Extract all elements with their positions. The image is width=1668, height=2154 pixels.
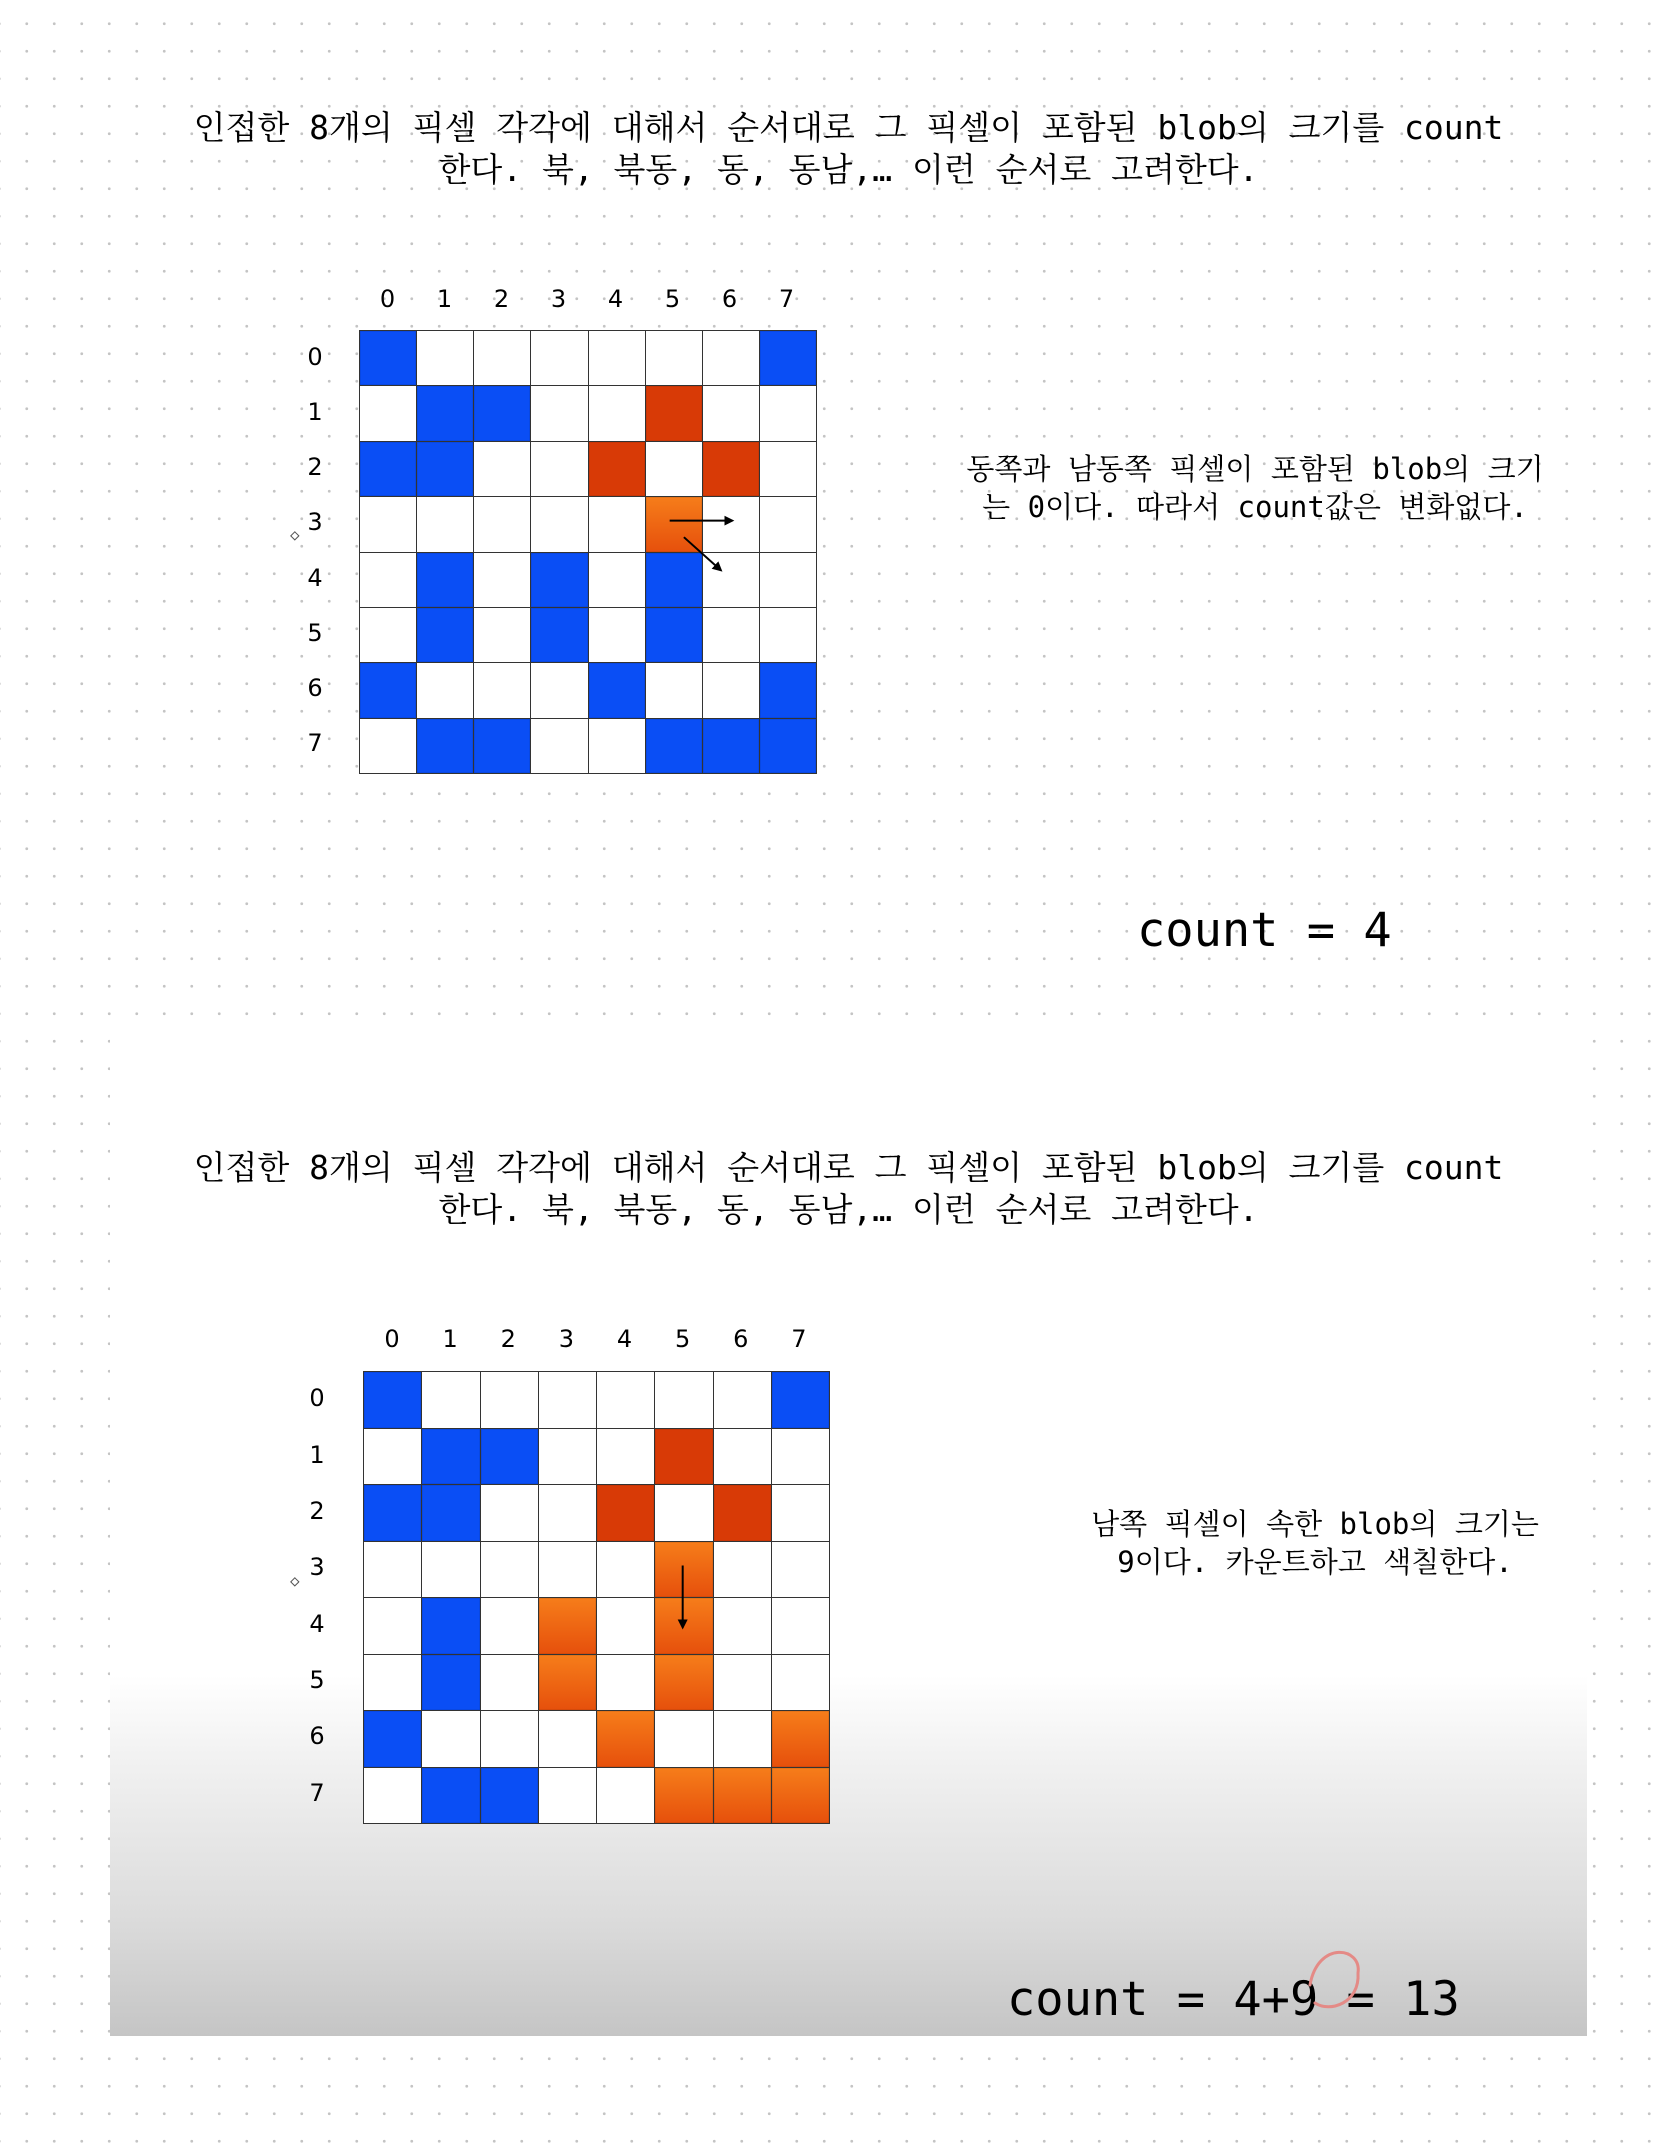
grid-cell-r5-c4: [589, 608, 645, 662]
grid-cell-r0-c0: [364, 1372, 421, 1428]
grid-cell-r0-c5: [646, 331, 702, 385]
grid-cell-r3-c3: [531, 497, 587, 551]
grid-cell-r4-c1: [417, 553, 473, 607]
grid-cell-r5-c1: [422, 1655, 479, 1711]
grid-cell-r1-c1: [422, 1429, 479, 1485]
grid-cell-r1-c7: [760, 386, 816, 440]
grid-cell-r7-c1: [422, 1768, 479, 1824]
grid-cell-r4-c7: [760, 553, 816, 607]
grid-cell-r7-c6: [703, 719, 759, 773]
grid-cell-r7-c0: [364, 1768, 421, 1824]
grid-cell-r4-c0: [360, 553, 416, 607]
grid-cell-r1-c5: [646, 386, 702, 440]
grid-cell-r4-c1: [422, 1598, 479, 1654]
grid-cell-r5-c6: [703, 608, 759, 662]
grid-cell-r4-c4: [597, 1598, 654, 1654]
grid-cell-r6-c0: [364, 1711, 421, 1767]
grid-cell-r6-c4: [589, 663, 645, 717]
grid-cell-r7-c5: [646, 719, 702, 773]
column-label: 3: [558, 1325, 575, 1353]
grid-cell-r1-c2: [481, 1429, 538, 1485]
row-label: 3: [309, 1553, 325, 1582]
grid-cell-r5-c3: [531, 608, 587, 662]
grid-cell-r3-c6: [714, 1542, 771, 1598]
grid-cell-r3-c4: [589, 497, 645, 551]
grid-cell-r1-c6: [703, 386, 759, 440]
grid-cell-r0-c5: [655, 1372, 712, 1428]
grid-cell-r2-c7: [760, 442, 816, 496]
grid-cell-r0-c7: [760, 331, 816, 385]
column-label: 5: [675, 1325, 691, 1353]
grid-cell-r0-c3: [531, 331, 587, 385]
pixel-grid: [359, 330, 817, 774]
grid-cell-r1-c6: [714, 1429, 771, 1485]
grid-cell-r2-c4: [589, 442, 645, 496]
grid-cell-r1-c4: [589, 386, 645, 440]
column-label: 7: [778, 285, 795, 313]
row-label: 0: [307, 342, 323, 371]
grid-cell-r2-c2: [481, 1485, 538, 1541]
grid-cell-r7-c1: [417, 719, 473, 773]
row-label: 2: [309, 1496, 325, 1525]
grid-cell-r6-c2: [481, 1711, 538, 1767]
grid-cell-r0-c2: [474, 331, 530, 385]
explanation-note: 동쪽과 남동쪽 픽셀이 포함된 blob의 크기 는 0이다. 따라서 count값은 변화없다.: [966, 452, 1544, 524]
grid-cell-r2-c0: [364, 1485, 421, 1541]
grid-cell-r3-c7: [772, 1542, 829, 1598]
column-label: 0: [384, 1325, 400, 1353]
slide-1: [110, 0, 1587, 1010]
grid-cell-r4-c0: [364, 1598, 421, 1654]
grid-cell-r7-c5: [655, 1768, 712, 1824]
grid-cell-r7-c7: [760, 719, 816, 773]
grid-cell-r1-c1: [417, 386, 473, 440]
grid-cell-r1-c0: [360, 386, 416, 440]
grid-cell-r7-c3: [539, 1768, 596, 1824]
grid-cell-r7-c4: [589, 719, 645, 773]
row-label: 5: [307, 618, 323, 647]
grid-cell-r7-c3: [531, 719, 587, 773]
grid-cell-r0-c1: [422, 1372, 479, 1428]
grid-cell-r6-c1: [422, 1711, 479, 1767]
grid-cell-r5-c0: [364, 1655, 421, 1711]
grid-cell-r5-c4: [597, 1655, 654, 1711]
grid-cell-r6-c5: [655, 1711, 712, 1767]
grid-cell-r6-c0: [360, 663, 416, 717]
column-label: 6: [721, 285, 738, 313]
column-label: 6: [733, 1325, 749, 1353]
column-label: 3: [550, 285, 567, 313]
column-label: 5: [664, 285, 681, 313]
grid-cell-r7-c2: [481, 1768, 538, 1824]
grid-cell-r4-c3: [539, 1598, 596, 1654]
grid-cell-r3-c2: [481, 1542, 538, 1598]
grid-cell-r6-c7: [772, 1711, 829, 1767]
row-label: 1: [307, 397, 323, 426]
grid-cell-r5-c5: [646, 608, 702, 662]
grid-cell-r5-c3: [539, 1655, 596, 1711]
column-label: 0: [379, 285, 396, 313]
row-label: 7: [309, 1778, 325, 1807]
grid-cell-r3-c4: [597, 1542, 654, 1598]
grid-cell-r1-c2: [474, 386, 530, 440]
grid-cell-r0-c0: [360, 331, 416, 385]
grid-cell-r0-c2: [481, 1372, 538, 1428]
grid-cell-r3-c7: [760, 497, 816, 551]
grid-cell-r4-c3: [531, 553, 587, 607]
grid-cell-r2-c2: [474, 442, 530, 496]
grid-cell-r4-c6: [714, 1598, 771, 1654]
grid-cell-r5-c7: [760, 608, 816, 662]
row-label: 5: [309, 1666, 325, 1695]
grid-cell-r0-c7: [772, 1372, 829, 1428]
grid-cell-r1-c7: [772, 1429, 829, 1485]
grid-cell-r4-c5: [646, 553, 702, 607]
grid-cell-r4-c2: [481, 1598, 538, 1654]
pixel-grid-panel: [290, 1325, 822, 1825]
grid-cell-r6-c7: [760, 663, 816, 717]
column-label: 7: [791, 1325, 807, 1353]
grid-cell-r3-c1: [422, 1542, 479, 1598]
pixel-grid: [363, 1371, 830, 1824]
slide-heading: 인접한 8개의 픽셀 각각에 대해서 순서대로 그 픽셀이 포함된 blob의 크기를 count 한다. 북, 북동, 동, 동남,… 이런 순서로 고려한다.: [193, 108, 1504, 189]
grid-cell-r2-c6: [714, 1485, 771, 1541]
grid-cell-r2-c6: [703, 442, 759, 496]
grid-cell-r7-c6: [714, 1768, 771, 1824]
grid-cell-r5-c5: [655, 1655, 712, 1711]
grid-cell-r1-c3: [539, 1429, 596, 1485]
column-label: 2: [493, 285, 510, 313]
grid-cell-r0-c6: [703, 331, 759, 385]
grid-cell-r6-c1: [417, 663, 473, 717]
grid-cell-r0-c1: [417, 331, 473, 385]
grid-cell-r3-c0: [364, 1542, 421, 1598]
row-label: 2: [307, 453, 323, 482]
grid-cell-r3-c0: [360, 497, 416, 551]
grid-cell-r6-c2: [474, 663, 530, 717]
grid-cell-r5-c7: [772, 1655, 829, 1711]
grid-cell-r3-c1: [417, 497, 473, 551]
grid-cell-r6-c3: [531, 663, 587, 717]
explanation-note: 남쪽 픽셀이 속한 blob의 크기는 9이다. 카운트하고 색칠한다.: [1091, 1507, 1539, 1579]
grid-cell-r4-c5: [655, 1598, 712, 1654]
slide-2: [110, 1035, 1587, 2036]
row-label: 3: [307, 508, 323, 537]
diamond-marker-icon: ◇: [290, 1571, 300, 1590]
column-label: 2: [500, 1325, 516, 1353]
grid-cell-r0-c3: [539, 1372, 596, 1428]
grid-cell-r0-c6: [714, 1372, 771, 1428]
grid-cell-r7-c2: [474, 719, 530, 773]
row-label: 4: [307, 563, 323, 592]
grid-cell-r4-c4: [589, 553, 645, 607]
grid-cell-r6-c5: [646, 663, 702, 717]
grid-cell-r3-c5: [655, 1542, 712, 1598]
column-label: 4: [607, 285, 624, 313]
grid-cell-r5-c2: [474, 608, 530, 662]
diamond-marker-icon: ◇: [290, 525, 300, 544]
row-labels: [302, 1371, 332, 1823]
grid-cell-r6-c4: [597, 1711, 654, 1767]
row-label: 6: [309, 1722, 325, 1751]
grid-cell-r2-c1: [422, 1485, 479, 1541]
grid-cell-r6-c3: [539, 1711, 596, 1767]
grid-cell-r5-c6: [714, 1655, 771, 1711]
column-label: 4: [616, 1325, 633, 1353]
grid-cell-r1-c0: [364, 1429, 421, 1485]
grid-cell-r6-c6: [714, 1711, 771, 1767]
slide-heading: 인접한 8개의 픽셀 각각에 대해서 순서대로 그 픽셀이 포함된 blob의 크기를 count 한다. 북, 북동, 동, 동남,… 이런 순서로 고려한다.: [193, 1148, 1504, 1229]
grid-cell-r4-c6: [703, 553, 759, 607]
count-formula: count = 4: [1137, 903, 1392, 958]
grid-cell-r5-c0: [360, 608, 416, 662]
grid-cell-r2-c1: [417, 442, 473, 496]
grid-cell-r5-c1: [417, 608, 473, 662]
grid-cell-r1-c3: [531, 386, 587, 440]
grid-cell-r2-c3: [539, 1485, 596, 1541]
grid-cell-r6-c6: [703, 663, 759, 717]
grid-cell-r2-c3: [531, 442, 587, 496]
grid-cell-r0-c4: [589, 331, 645, 385]
grid-cell-r2-c5: [646, 442, 702, 496]
grid-cell-r3-c6: [703, 497, 759, 551]
grid-cell-r2-c0: [360, 442, 416, 496]
grid-cell-r2-c7: [772, 1485, 829, 1541]
grid-cell-r4-c7: [772, 1598, 829, 1654]
grid-cell-r7-c0: [360, 719, 416, 773]
row-label: 1: [309, 1440, 325, 1469]
grid-cell-r2-c4: [597, 1485, 654, 1541]
column-label: 1: [436, 285, 453, 313]
grid-cell-r5-c2: [481, 1655, 538, 1711]
row-label: 0: [309, 1384, 325, 1413]
grid-cell-r4-c2: [474, 553, 530, 607]
grid-cell-r1-c5: [655, 1429, 712, 1485]
column-labels: [359, 285, 817, 319]
row-label: 7: [307, 729, 323, 758]
grid-cell-r2-c5: [655, 1485, 712, 1541]
row-label: 4: [309, 1609, 325, 1638]
row-label: 6: [307, 674, 323, 703]
grid-cell-r0-c4: [597, 1372, 654, 1428]
column-label: 1: [442, 1325, 458, 1353]
column-labels: [363, 1325, 828, 1359]
grid-cell-r3-c2: [474, 497, 530, 551]
grid-cell-r7-c4: [597, 1768, 654, 1824]
grid-cell-r3-c5: [646, 497, 702, 551]
grid-cell-r1-c4: [597, 1429, 654, 1485]
count-formula: count = 4+9 = 13: [1007, 1972, 1460, 2027]
grid-cell-r3-c3: [539, 1542, 596, 1598]
pixel-grid-panel: [290, 285, 810, 775]
grid-cell-r7-c7: [772, 1768, 829, 1824]
row-labels: [300, 330, 330, 770]
